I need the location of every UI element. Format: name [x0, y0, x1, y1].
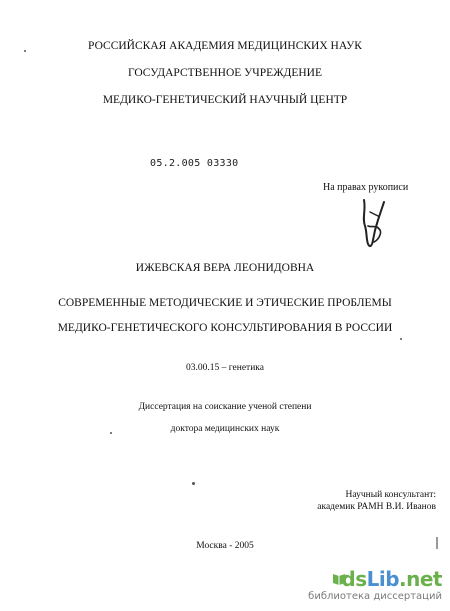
dslib-logo: dsLib.net: [341, 567, 442, 591]
place-and-year: Москва - 2005: [196, 541, 254, 551]
scan-speck: [400, 338, 402, 340]
dissertation-title-line-2: МЕДИКО-ГЕНЕТИЧЕСКОГО КОНСУЛЬТИРОВАНИЯ В РОССИИ: [57, 322, 393, 334]
author-name: ИЖЕВСКАЯ ВЕРА ЛЕОНИДОВНА: [135, 262, 315, 274]
scan-speck: [24, 50, 26, 52]
registration-stamp: 05.2.005 03330: [150, 158, 239, 169]
institution-type: ГОСУДАРСТВЕННОЕ УЧРЕЖДЕНИЕ: [127, 67, 323, 79]
scan-mark: [436, 537, 438, 549]
degree-line-1: Диссертация на соискание ученой степени: [138, 402, 312, 412]
research-center-name: МЕДИКО-ГЕНЕТИЧЕСКИЙ НАУЧНЫЙ ЦЕНТР: [102, 94, 348, 106]
manuscript-rights-note: На правах рукописи: [323, 182, 409, 193]
handwritten-signature: [356, 196, 388, 254]
dslib-subtitle: библиотека диссертаций: [308, 591, 442, 602]
dslib-watermark: [308, 567, 442, 607]
degree-line-2: доктора медицинских наук: [170, 424, 280, 434]
dissertation-title-line-1: СОВРЕМЕННЫЕ МЕТОДИЧЕСКИЕ И ЭТИЧЕСКИЕ ПРОБЛЕМЫ: [58, 297, 392, 309]
specialty-code: 03.00.15 – генетика: [186, 363, 264, 373]
consultant-name: академик РАМН В.И. Иванов: [317, 502, 436, 512]
consultant-label: Научный консультант:: [345, 490, 436, 500]
scan-speck: [192, 482, 195, 485]
scan-speck: [110, 432, 112, 434]
academy-name: РОССИЙСКАЯ АКАДЕМИЯ МЕДИЦИНСКИХ НАУК: [88, 40, 362, 52]
